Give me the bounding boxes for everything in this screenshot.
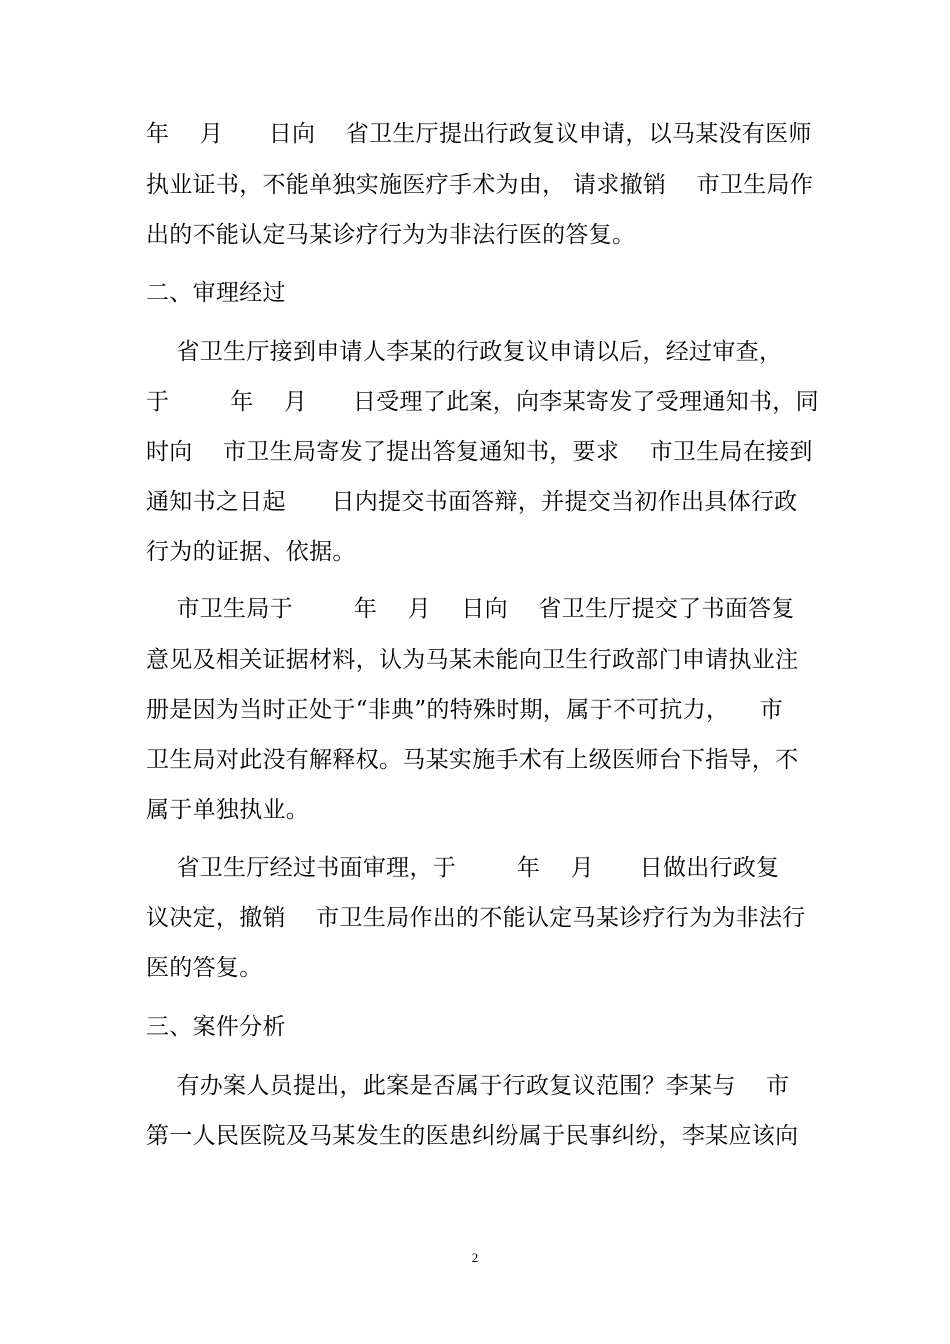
page-number: 2 xyxy=(471,1250,479,1265)
text-line: 市卫生局于 年 月 日向 省卫生厅提交了书面答复 xyxy=(146,596,795,622)
text-line: 执业证书，不能单独实施医疗手术为由， 请求撤销 市卫生局作 xyxy=(146,172,814,198)
text-line: 年 月 日向 省卫生厅提出行政复议申请，以马某没有医师 xyxy=(146,121,812,147)
text-line: 卫生局对此没有解释权。马某实施手术有上级医师台下指导，不 xyxy=(146,747,799,773)
text-line: 有办案人员提出，此案是否属于行政复议范围？李某与 市 xyxy=(146,1073,790,1099)
text-line: 意见及相关证据材料，认为马某未能向卫生行政部门申请执业注 xyxy=(146,647,799,673)
text-line: 时向 市卫生局寄发了提出答复通知书，要求 市卫生局在接到 xyxy=(146,439,813,465)
text-line: 属于单独执业。 xyxy=(146,797,310,823)
text-line: 议决定，撤销 市卫生局作出的不能认定马某诊疗行为为非法行 xyxy=(146,905,806,931)
text-line: 省卫生厅接到申请人李某的行政复议申请以后，经过审查， xyxy=(146,339,783,365)
text-line: 册是因为当时正处于“非典”的特殊时期，属于不可抗力， 市 xyxy=(146,697,784,723)
section-heading: 二、审理经过 xyxy=(146,280,286,306)
text-line: 出的不能认定马某诊疗行为为非法行医的答复。 xyxy=(146,222,636,248)
text-line: 通知书之日起 日内提交书面答辩，并提交当初作出具体行政 xyxy=(146,489,798,515)
section-heading: 三、案件分析 xyxy=(146,1014,286,1040)
text-line: 于 年 月 日受理了此案，向李某寄发了受理通知书，同 xyxy=(146,389,819,415)
text-line: 第一人民医院及马某发生的医患纠纷属于民事纠纷，李某应该向 xyxy=(146,1123,799,1149)
text-line: 医的答复。 xyxy=(146,955,263,981)
text-line: 省卫生厅经过书面审理，于 年 月 日做出行政复 xyxy=(146,855,780,881)
text-line: 行为的证据、依据。 xyxy=(146,539,356,565)
